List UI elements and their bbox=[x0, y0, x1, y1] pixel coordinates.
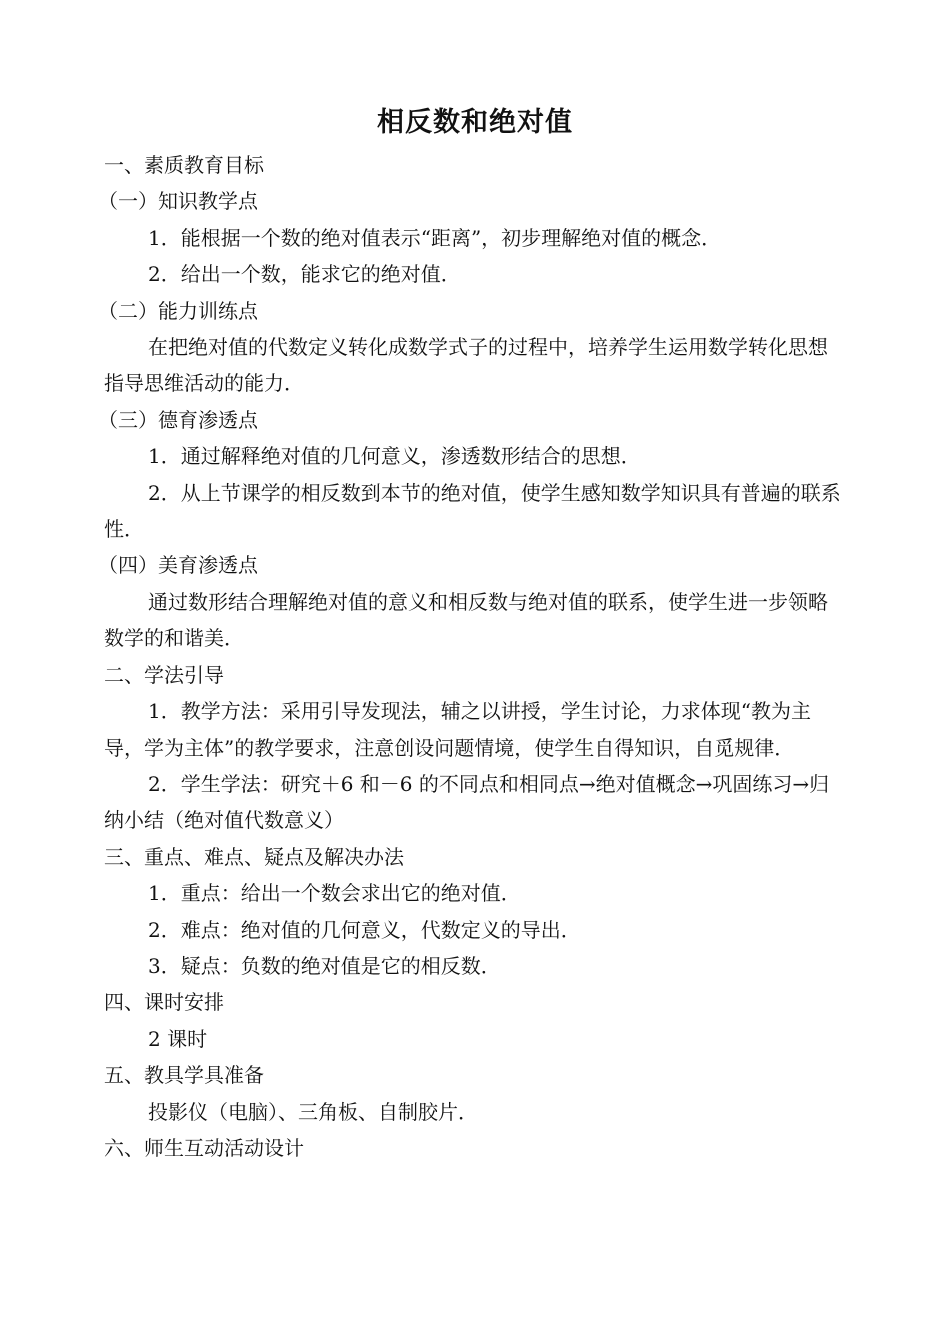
paragraph: 1．重点：给出一个数会求出它的绝对值． bbox=[148, 881, 521, 906]
subsection-heading: （四）美育渗透点 bbox=[98, 553, 258, 578]
subsection-heading: （一）知识教学点 bbox=[98, 189, 258, 214]
paragraph: 2．学生学法：研究＋6 和－6 的不同点和相同点→绝对值概念→巩固练习→归纳小结（绝对值代数意义） bbox=[104, 771, 830, 833]
paragraph: 1．能根据一个数的绝对值表示“距离”，初步理解绝对值的概念． bbox=[148, 225, 722, 250]
section-heading: 六、师生互动活动设计 bbox=[104, 1135, 304, 1160]
section-heading: 一、素质教育目标 bbox=[104, 153, 264, 177]
section-heading: 四、课时安排 bbox=[104, 990, 224, 1015]
section-heading: 五、教具学具准备 bbox=[104, 1063, 264, 1088]
paragraph: 通过数形结合理解绝对值的意义和相反数与绝对值的联系，使学生进一步领略数学的和谐美． bbox=[104, 589, 828, 651]
paragraph: 3．疑点：负数的绝对值是它的相反数． bbox=[148, 953, 501, 978]
paragraph: 1．通过解释绝对值的几何意义，渗透数形结合的思想． bbox=[148, 444, 641, 469]
section-heading: 三、重点、难点、疑点及解决办法 bbox=[104, 844, 404, 869]
paragraph: 2．从上节课学的相反数到本节的绝对值，使学生感知数学知识具有普遍的联系性． bbox=[104, 480, 841, 542]
paragraph: 投影仪（电脑）、三角板、自制胶片． bbox=[148, 1099, 478, 1124]
paragraph: 2．难点：绝对值的几何意义，代数定义的导出． bbox=[148, 917, 581, 942]
paragraph: 2 课时 bbox=[148, 1026, 208, 1051]
section-heading: 二、学法引导 bbox=[104, 662, 224, 687]
subsection-heading: （二）能力训练点 bbox=[98, 298, 258, 323]
document-body bbox=[98, 147, 846, 1166]
paragraph: 1．教学方法：采用引导发现法，辅之以讲授，学生讨论，力求体现“教为主导，学为主体”的教学要求，注意创设问题情境，使学生自得知识，自觅规律． bbox=[104, 699, 811, 760]
paragraph: 2．给出一个数，能求它的绝对值． bbox=[148, 262, 461, 287]
paragraph: 在把绝对值的代数定义转化成数学式子的过程中，培养学生运用数学转化思想指导思维活动的能力． bbox=[104, 335, 828, 396]
subsection-heading: （三）德育渗透点 bbox=[98, 407, 258, 432]
document-title: 相反数和绝对值 bbox=[377, 107, 573, 138]
